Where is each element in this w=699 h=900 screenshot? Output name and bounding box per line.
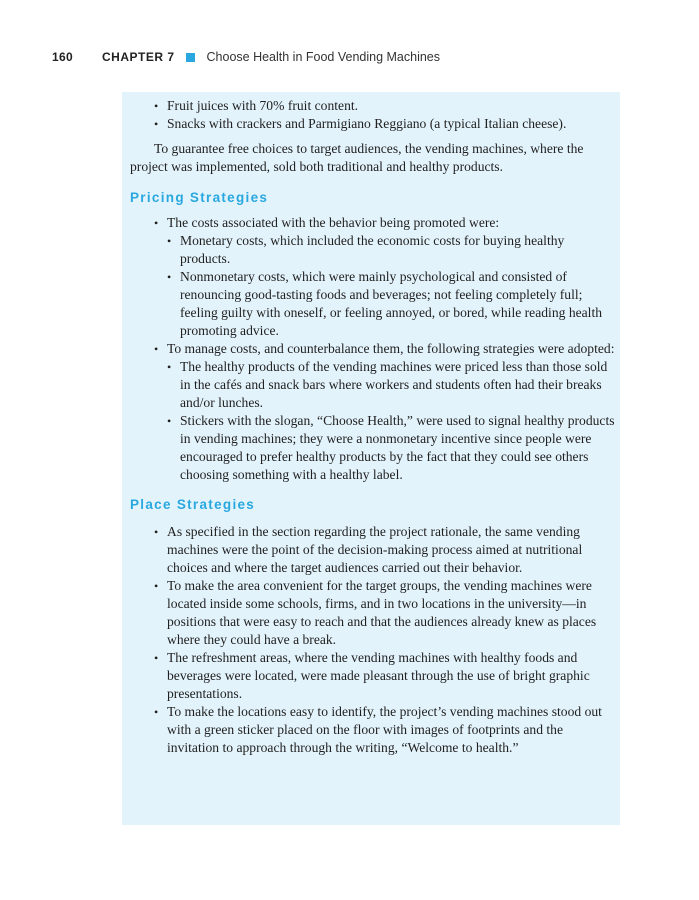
place-bullet: • To make the locations easy to identify, the project’s vending machines stood out with a green sticker placed on the floor with images of footprints and the invitation to approach through the writing, “Welcome to health.” (167, 703, 616, 757)
place-bullet: • As specified in the section regarding the project rationale, the same vending machines were the point of the decision-making process aimed at nutritional choices and where the target audiences carried out their behavior. (167, 523, 616, 577)
pricing-sub-bullet: • Nonmonetary costs, which were mainly psychological and consisted of renouncing good-tasting foods and beverages; not feeling completely full; feeling guilty with oneself, or feeling annoyed, or bored, while reading health promoting advice. (180, 268, 616, 340)
place-strategies-heading: Place Strategies (130, 497, 256, 512)
pricing-bullet: • To manage costs, and counterbalance them, the following strategies were adopted: (167, 340, 616, 358)
intro-bullet: • Fruit juices with 70% fruit content. (167, 97, 616, 115)
intro-bullet: • Snacks with crackers and Parmigiano Reggiano (a typical Italian cheese). (167, 115, 616, 133)
pricing-strategies-heading: Pricing Strategies (130, 190, 269, 205)
box-content (130, 97, 616, 757)
pricing-sub-bullet: • Monetary costs, which included the economic costs for buying healthy products. (180, 232, 616, 268)
place-bullet: • To make the area convenient for the target groups, the vending machines were located inside some schools, firms, and in two locations in the university—in positions that were easy to reach and that the audiences already knew as places where they could have a break. (167, 577, 616, 649)
place-bullet: • The refreshment areas, where the vending machines with healthy foods and beverages were located, were made pleasant through the use of bright graphic presentations. (167, 649, 616, 703)
intro-paragraph: To guarantee free choices to target audiences, the vending machines, where the project was implemented, sold both traditional and healthy products. (130, 141, 584, 174)
pricing-sub-bullet: • The healthy products of the vending machines were priced less than those sold in the cafés and snack bars where workers and students often had their breaks and/or lunches. (180, 358, 616, 412)
pricing-bullet: • The costs associated with the behavior being promoted were: (167, 214, 616, 232)
blue-square-icon (186, 53, 195, 62)
pricing-sub-bullet: • Stickers with the slogan, “Choose Health,” were used to signal healthy products in vending machines; they were a nonmonetary incentive since people were encouraged to prefer healthy products by the fact that they could see others choosing something with a healthy label. (180, 412, 616, 484)
running-header (52, 48, 440, 66)
chapter-title: Choose Health in Food Vending Machines (206, 50, 440, 64)
chapter-label: CHAPTER 7 (102, 50, 175, 64)
page-number: 160 (52, 50, 73, 64)
